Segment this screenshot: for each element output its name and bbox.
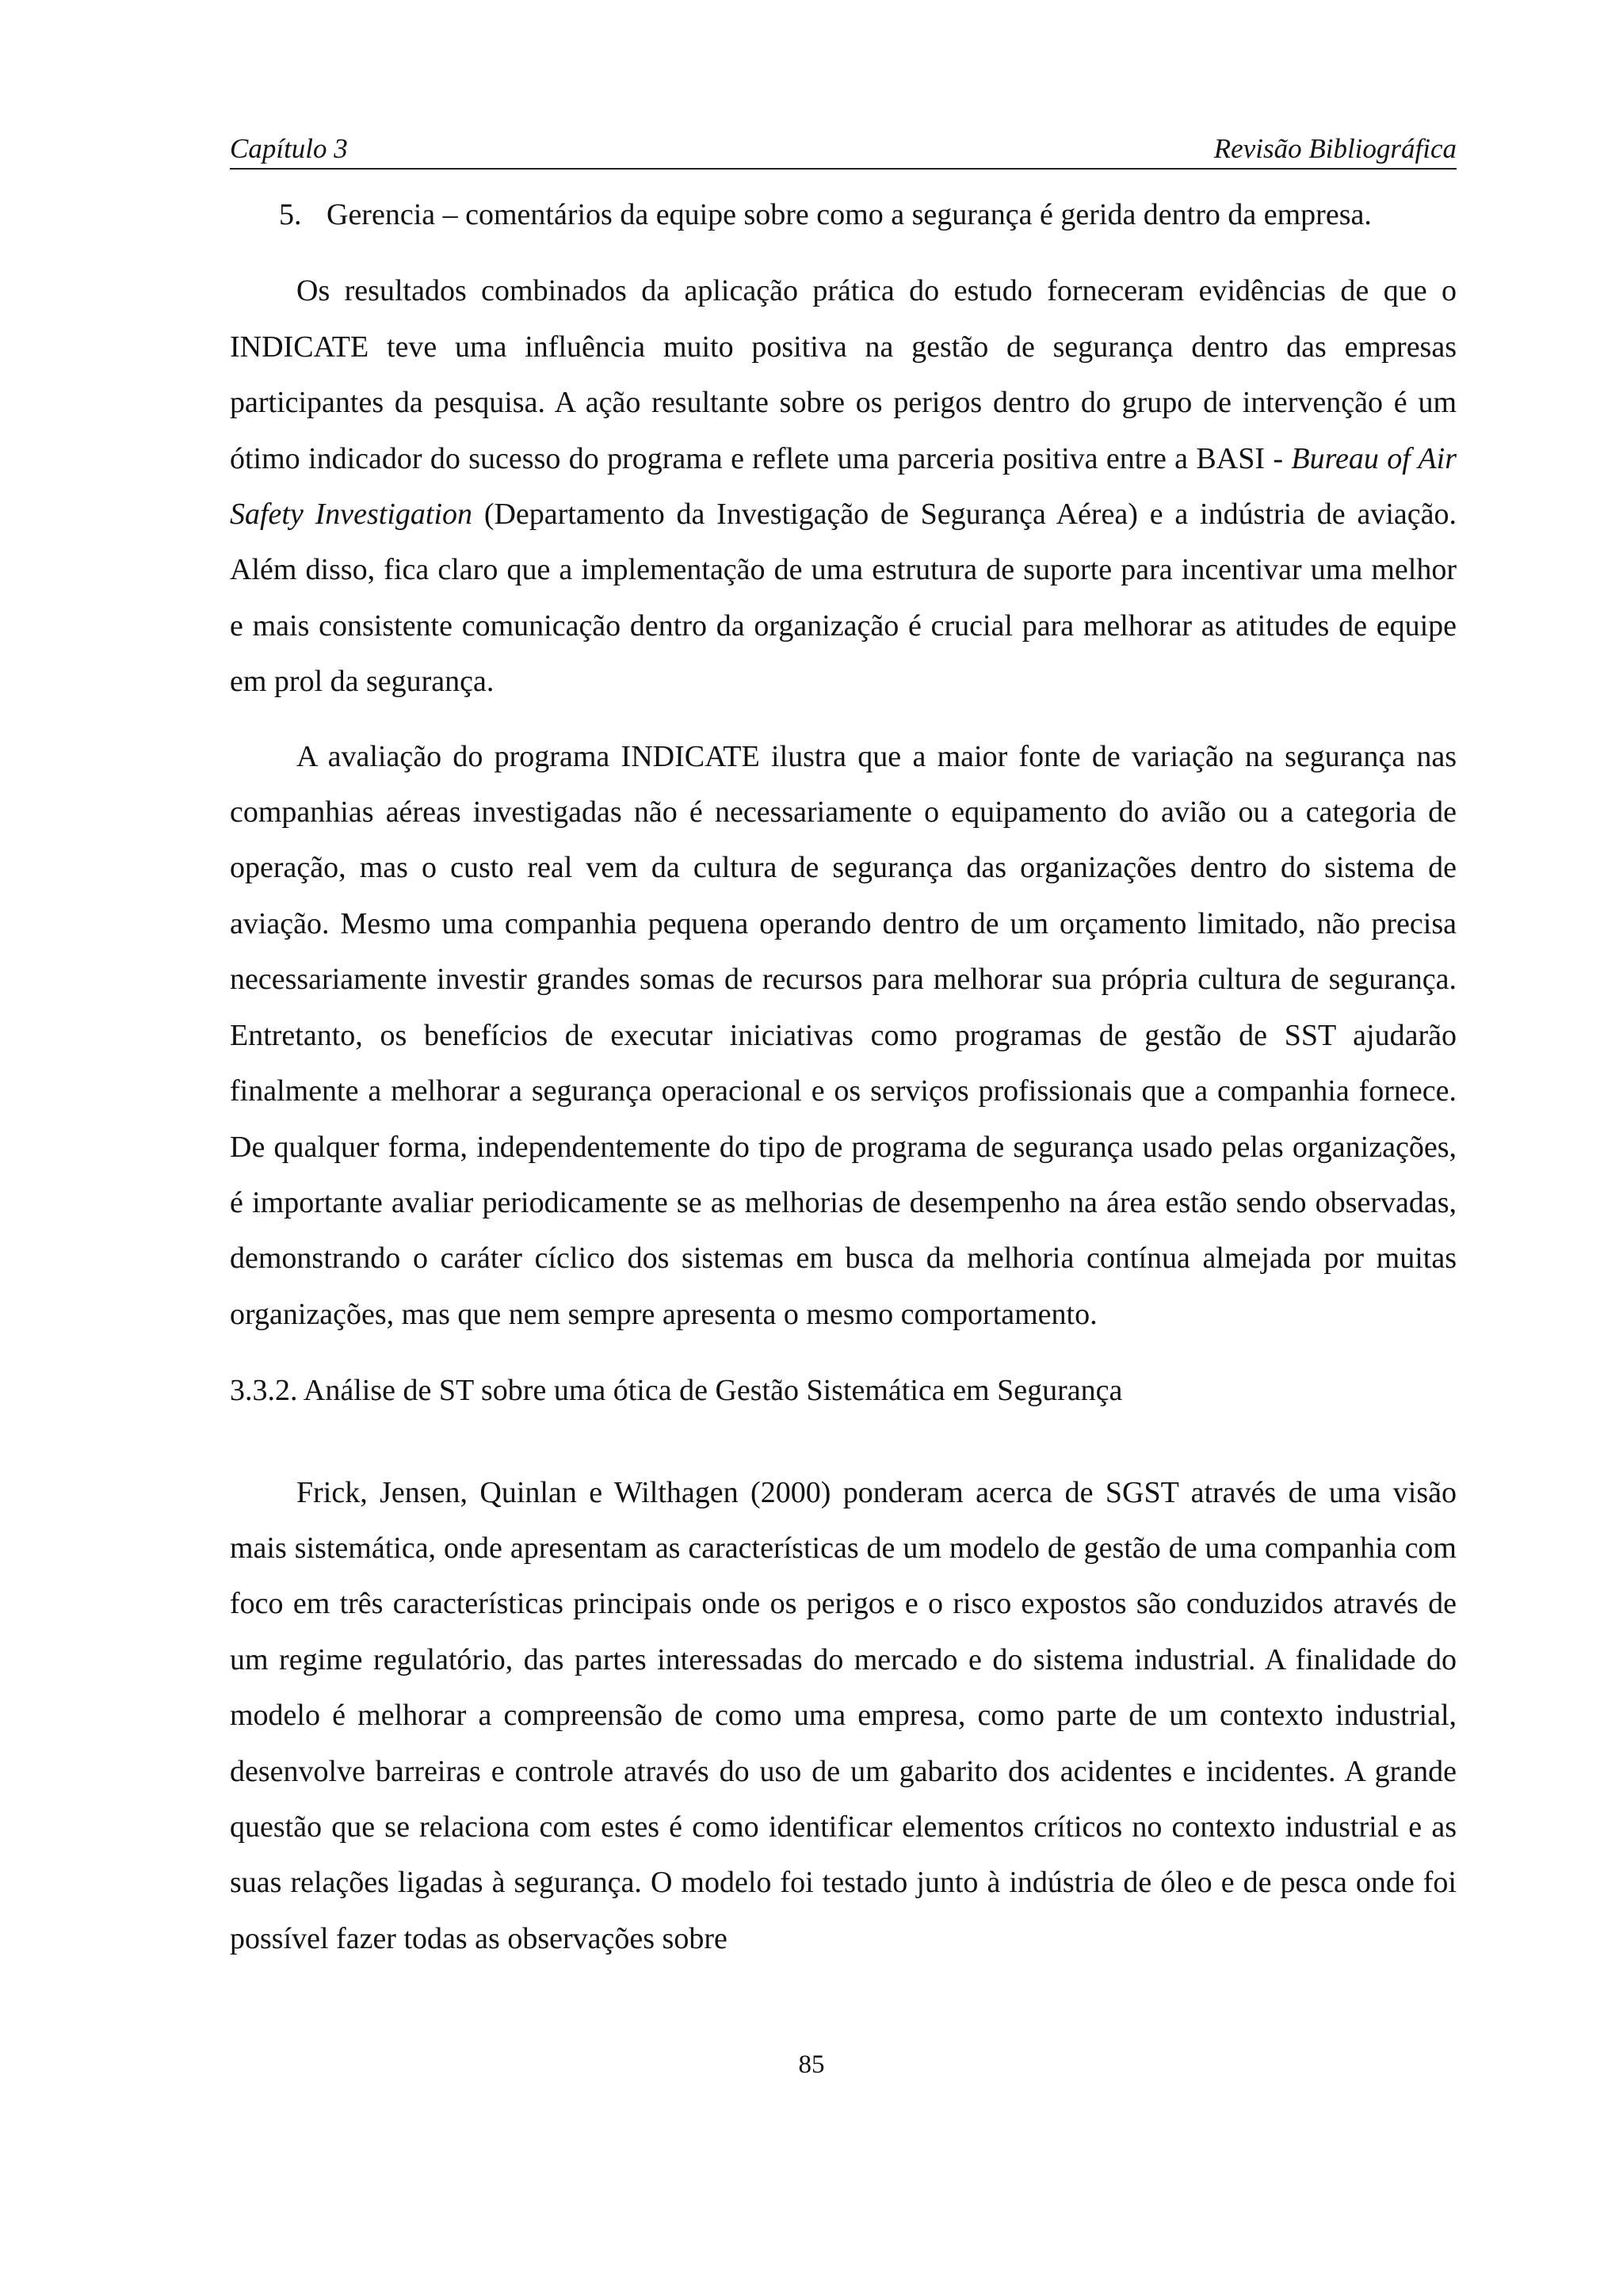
page-number: 85 <box>798 2050 825 2079</box>
list-item-number: 5. <box>279 198 302 231</box>
running-header <box>230 132 1457 166</box>
paragraph-3: Frick, Jensen, Quinlan e Wilthagen (2000) ponderam acerca de SGST através de uma visão mais sistemática, onde apresentam as características de um modelo de gestão de uma companhia com foco em três características principais onde os perigos e o risco expostos são conduzidos através de um regime regulatório, das partes interessadas do mercado e do sistema industrial. A finalidade do modelo é melhorar a compreensão de como uma empresa, como parte de um contexto industrial, desenvolve barreiras e controle através do uso de um gabarito dos acidentes e incidentes. A grande questão que se relaciona com estes é como identificar elementos críticos no contexto industrial e as suas relações ligadas à segurança. O modelo foi testado junto à indústria de óleo e de pesca onde foi possível fazer todas as observações sobre <box>230 1475 1457 1955</box>
paragraph-1-part-2: (Departamento da Investigação de Segurança Aérea) e a indústria de aviação. Além disso, fica claro que a implementação de uma estrutura de suporte para incentivar uma melhor e mais consistente comunicação dentro da organização é crucial para melhorar as atitudes de equipe em prol da segurança. <box>230 498 1457 699</box>
header-rule <box>230 168 1457 170</box>
section-heading: 3.3.2. Análise de ST sobre uma ótica de Gestão Sistemática em Segurança <box>230 1374 1123 1408</box>
header-chapter: Capítulo 3 <box>230 133 348 164</box>
paragraph-2: A avaliação do programa INDICATE ilustra que a maior fonte de variação na segurança nas companhias aéreas investigadas não é necessariamente o equipamento do avião ou a categoria de operação, mas o custo real vem da cultura de segurança das organizações dentro do sistema de aviação. Mesmo uma companhia pequena operando dentro de um orçamento limitado, não precisa necessariamente investir grandes somas de recursos para melhorar sua própria cultura de segurança. Entretanto, os benefícios de executar iniciativas como programas de gestão de SST ajudarão finalmente a melhorar a segurança operacional e os serviços profissionais que a companhia fornece. De qualquer forma, independentemente do tipo de programa de segurança usado pelas organizações, é importante avaliar periodicamente se as melhorias de desempenho na área estão sendo observadas, demonstrando o caráter cíclico dos sistemas em busca da melhoria contínua almejada por muitas organizações, mas que nem sempre apresenta o mesmo comportamento. <box>230 739 1457 1331</box>
list-item-text: Gerencia – comentários da equipe sobre como a segurança é gerida dentro da empresa. <box>327 198 1372 231</box>
paragraph-1-part-1: Os resultados combinados da aplicação prática do estudo forneceram evidências de que o INDICATE teve uma influência muito positiva na gestão de segurança dentro das empresas participantes da pesquisa. A ação resultante sobre os perigos dentro do grupo de intervenção é um ótimo indicador do sucesso do programa e reflete uma parceria positiva entre a BASI - <box>230 274 1457 475</box>
list-item <box>230 187 1457 242</box>
header-section: Revisão Bibliográfica <box>1213 133 1457 164</box>
paragraph-1-italic-term: Bureau of Air Safety Investigation <box>230 441 1457 532</box>
paragraph-1 <box>230 263 1457 709</box>
body-text <box>230 187 1457 1966</box>
